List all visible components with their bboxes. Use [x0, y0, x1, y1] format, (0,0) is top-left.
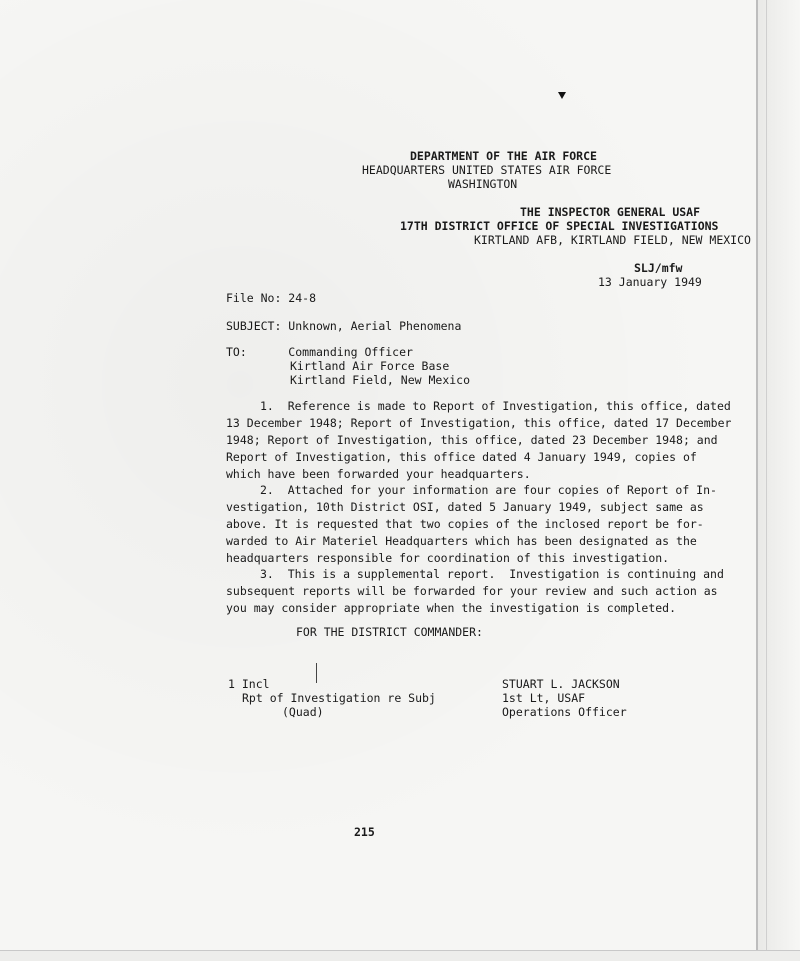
signature-title: Operations Officer [502, 705, 627, 719]
letterhead-dept: DEPARTMENT OF THE AIR FORCE [410, 149, 597, 163]
page-right-edge [756, 0, 800, 961]
paragraph-3-line: you may consider appropriate when the investigation is completed. [226, 601, 677, 615]
subject-line: SUBJECT: Unknown, Aerial Phenomena [226, 319, 462, 333]
office-line1: THE INSPECTOR GENERAL USAF [520, 205, 701, 219]
for-commander-line: FOR THE DISTRICT COMMANDER: [296, 625, 483, 639]
paragraph-2-line: above. It is requested that two copies of the inclosed report be for- [226, 517, 704, 531]
paragraph-2-line: vestigation, 10th District OSI, dated 5 January 1949, subject same as [226, 500, 704, 514]
paragraph-2-line: 2. Attached for your information are four copies of Report of In- [260, 483, 717, 497]
paragraph-2-line: headquarters responsible for coordination of this investigation. [226, 551, 670, 565]
ref-initials: SLJ/mfw [634, 261, 683, 275]
page-bottom-edge [0, 950, 800, 961]
letterhead-hq: HEADQUARTERS UNITED STATES AIR FORCE [362, 163, 612, 177]
ink-mark [558, 92, 566, 99]
inclosure-count: 1 Incl [228, 677, 270, 691]
inclosure-quad: (Quad) [282, 705, 324, 719]
letterhead-city: WASHINGTON [448, 177, 518, 191]
paragraph-1-line: Report of Investigation, this office dated 4 January 1949, copies of [226, 450, 697, 464]
to-line2: Kirtland Air Force Base [290, 359, 450, 373]
to-line3: Kirtland Field, New Mexico [290, 373, 471, 387]
signature-stroke [316, 663, 317, 683]
paragraph-1-line: 1. Reference is made to Report of Investigation, this office, dated [260, 399, 731, 413]
office-line2: 17TH DISTRICT OFFICE OF SPECIAL INVESTIGATIONS [400, 219, 719, 233]
paragraph-1 [226, 398, 731, 483]
paragraph-3-line: 3. This is a supplemental report. Investigation is continuing and [260, 567, 724, 581]
paragraph-3-line: subsequent reports will be forwarded for your review and such action as [226, 584, 718, 598]
signature-rank: 1st Lt, USAF [502, 691, 586, 705]
paragraph-1-line: which have been forwarded your headquarters. [226, 467, 531, 481]
paragraph-2 [226, 482, 717, 567]
paragraph-2-line: warded to Air Materiel Headquarters which has been designated as the [226, 534, 697, 548]
ref-date: 13 January 1949 [598, 275, 702, 289]
signature-name: STUART L. JACKSON [502, 677, 620, 691]
office-line3: KIRTLAND AFB, KIRTLAND FIELD, NEW MEXICO [474, 233, 751, 247]
to-line1: TO: Commanding Officer [226, 345, 413, 359]
paragraph-1-line: 13 December 1948; Report of Investigation, this office, dated 17 December [226, 416, 732, 430]
file-number: File No: 24-8 [226, 291, 317, 305]
paragraph-1-line: 1948; Report of Investigation, this office, dated 23 December 1948; and [226, 433, 718, 447]
inclosure-description: Rpt of Investigation re Subj [242, 691, 436, 705]
page-number: 215 [354, 825, 375, 839]
paragraph-3 [226, 566, 724, 617]
